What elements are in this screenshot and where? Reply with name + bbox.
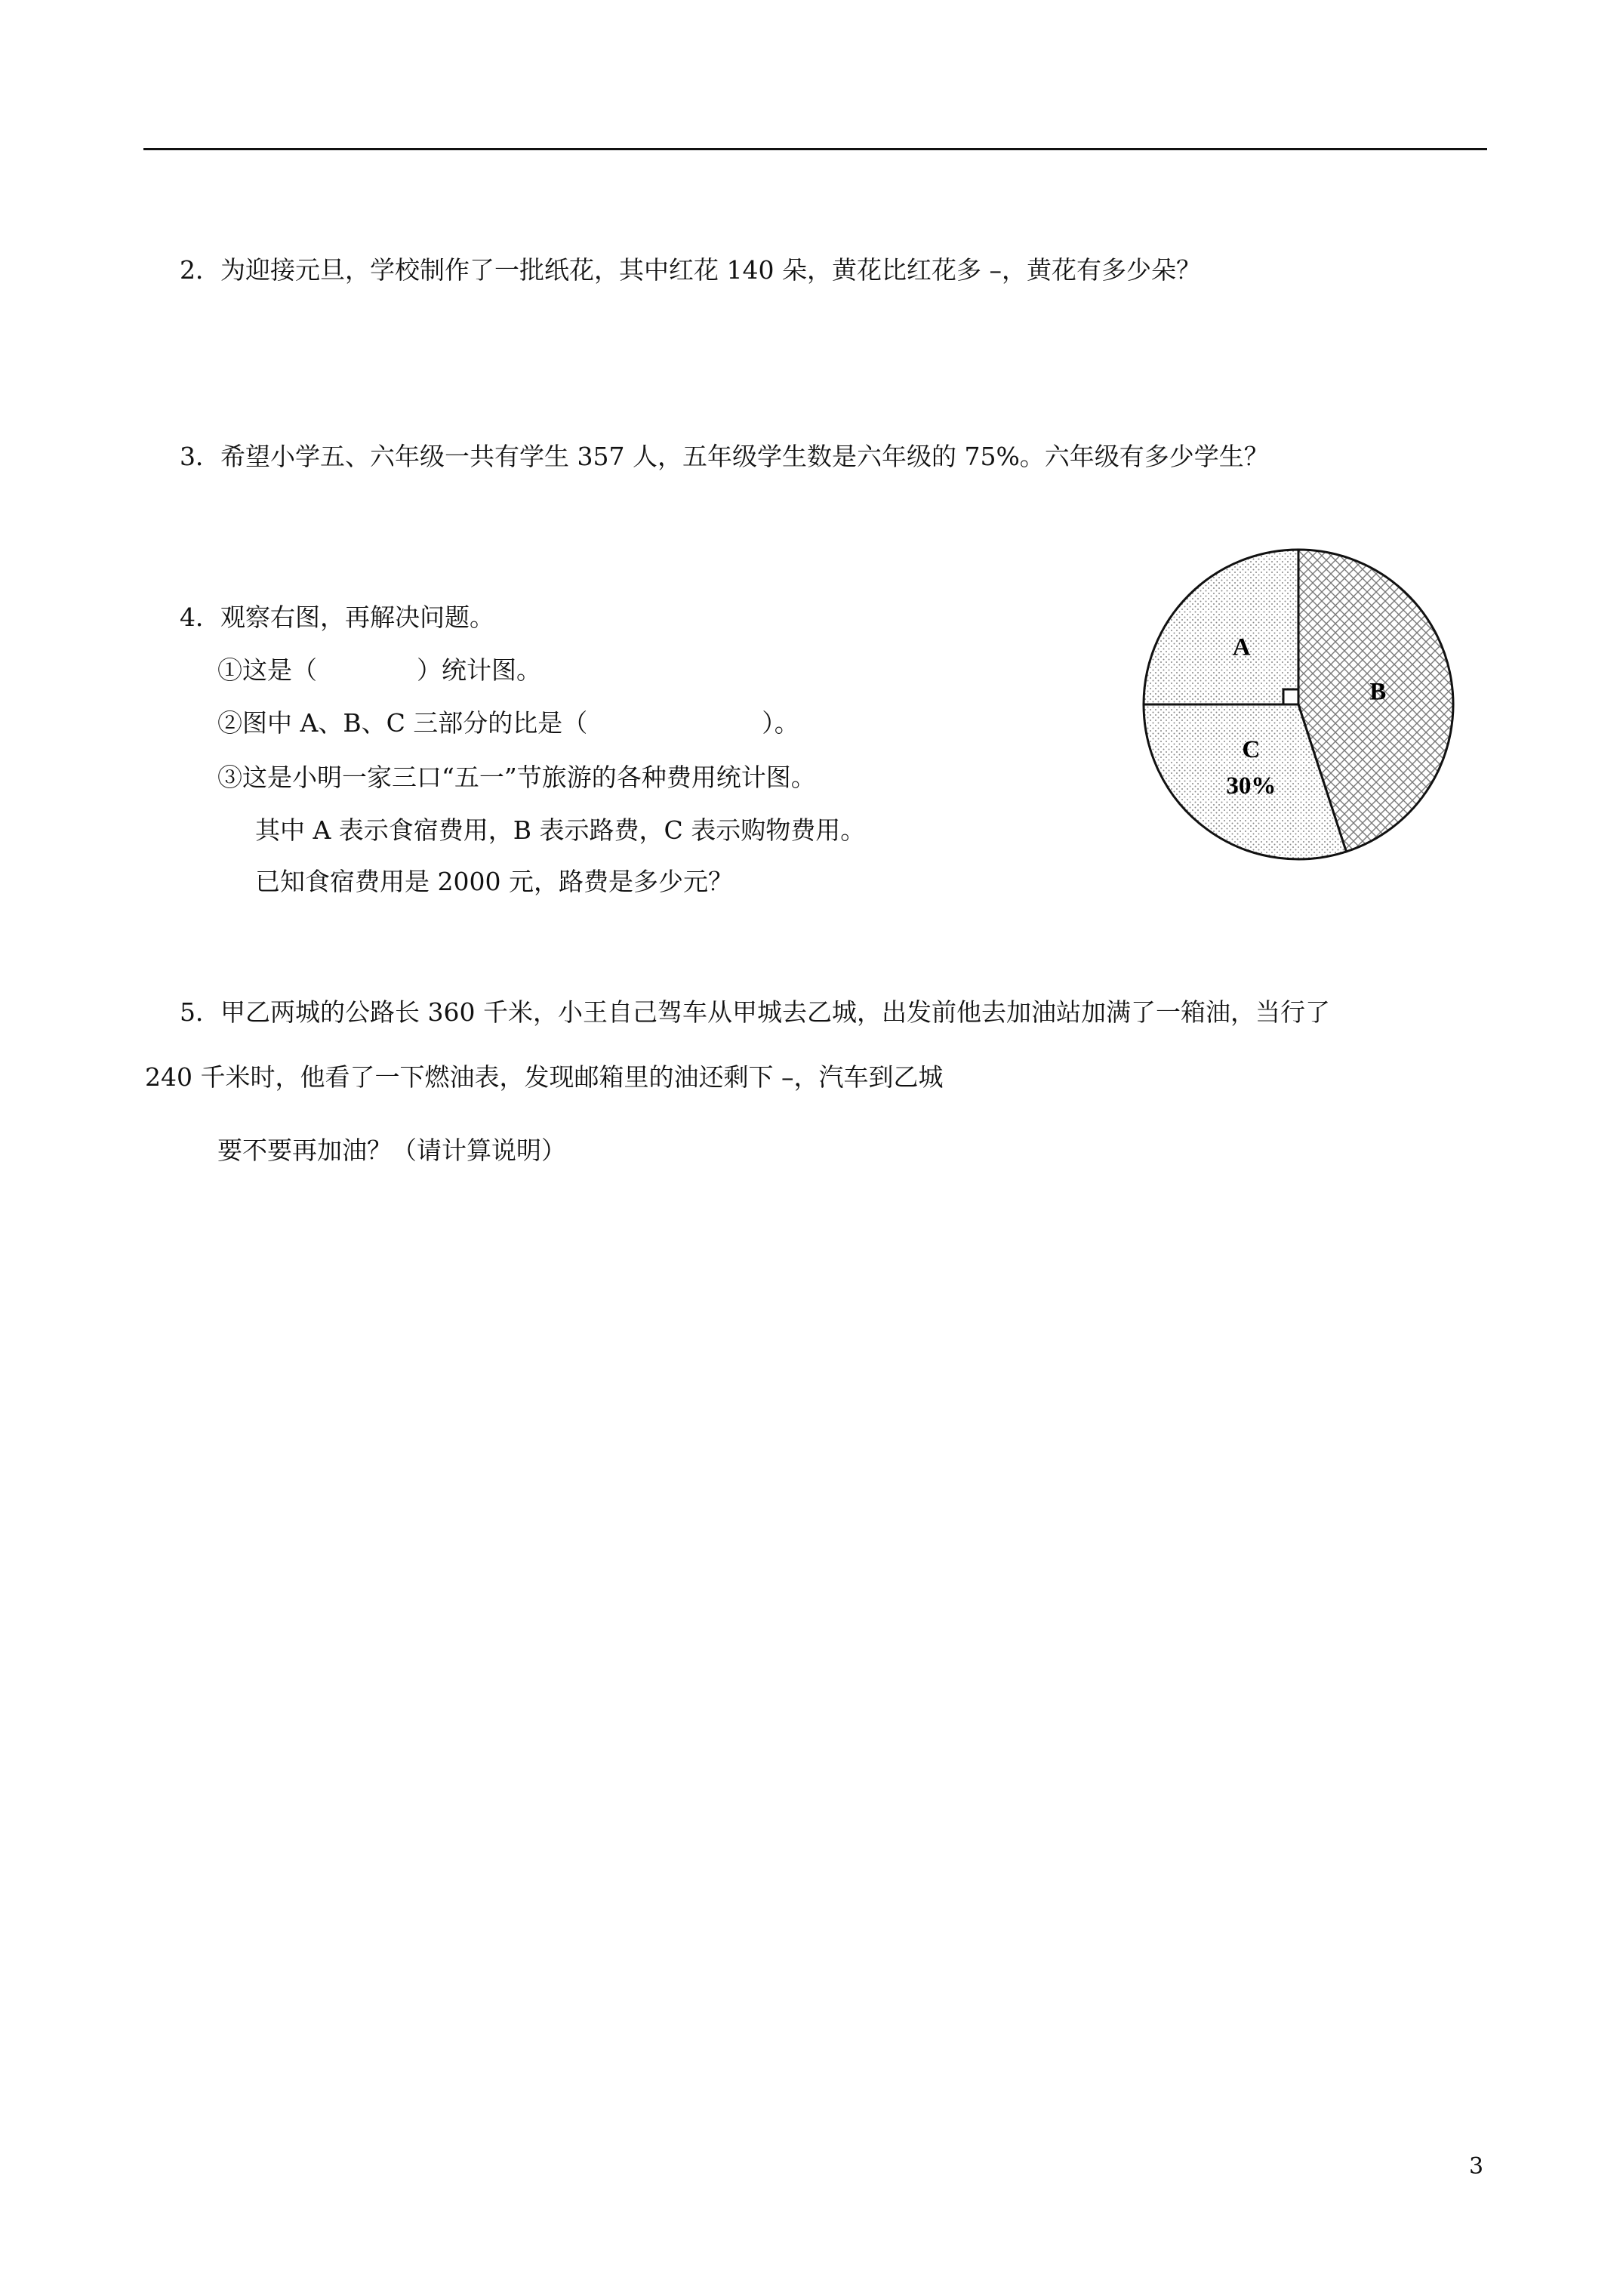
pie-slice-a [1144,550,1298,704]
question-4-part-2: ②图中 A、B、C 三部分的比是（ ）。 [217,708,799,738]
question-4-part-3: ③这是小明一家三口“五一”节旅游的各种费用统计图。 [217,763,816,792]
header-rule [143,148,1487,150]
question-5-line-1: 5．甲乙两城的公路长 360 千米，小王自己驾车从甲城去乙城，出发前他去加油站加满了一箱油，当行了 [180,997,1330,1027]
page-number: 3 [1469,2153,1484,2180]
pie-label-b: B [1369,678,1387,706]
question-5-line-2: 240 千米时，他看了一下燃油表，发现邮箱里的油还剩下 –，汽车到乙城 [145,1062,944,1092]
pie-label-c: C [1242,736,1261,764]
pie-value-label-c: 30% [1226,772,1277,800]
question-4-part-1: ①这是（ ）统计图。 [217,655,541,685]
pie-chart [1136,542,1461,867]
pie-chart-svg [1136,542,1461,867]
question-2: 2．为迎接元旦，学校制作了一批纸花，其中红花 140 朵，黄花比红花多 –，黄花有多少朵？ [180,255,1201,285]
question-4-title: 4．观察右图，再解决问题。 [180,603,494,632]
question-3: 3．希望小学五、六年级一共有学生 357 人，五年级学生数是六年级的 75%。六年级有多少学生？ [180,442,1269,471]
question-4-part-3-line-3: 已知食宿费用是 2000 元，路费是多少元？ [255,867,733,896]
question-5-line-3: 要不要再加油？（请计算说明） [217,1136,566,1165]
question-4-part-3-line-2: 其中 A 表示食宿费用，B 表示路费，C 表示购物费用。 [255,815,866,845]
right-angle-marker [1283,689,1298,704]
pie-label-a: A [1232,633,1251,661]
